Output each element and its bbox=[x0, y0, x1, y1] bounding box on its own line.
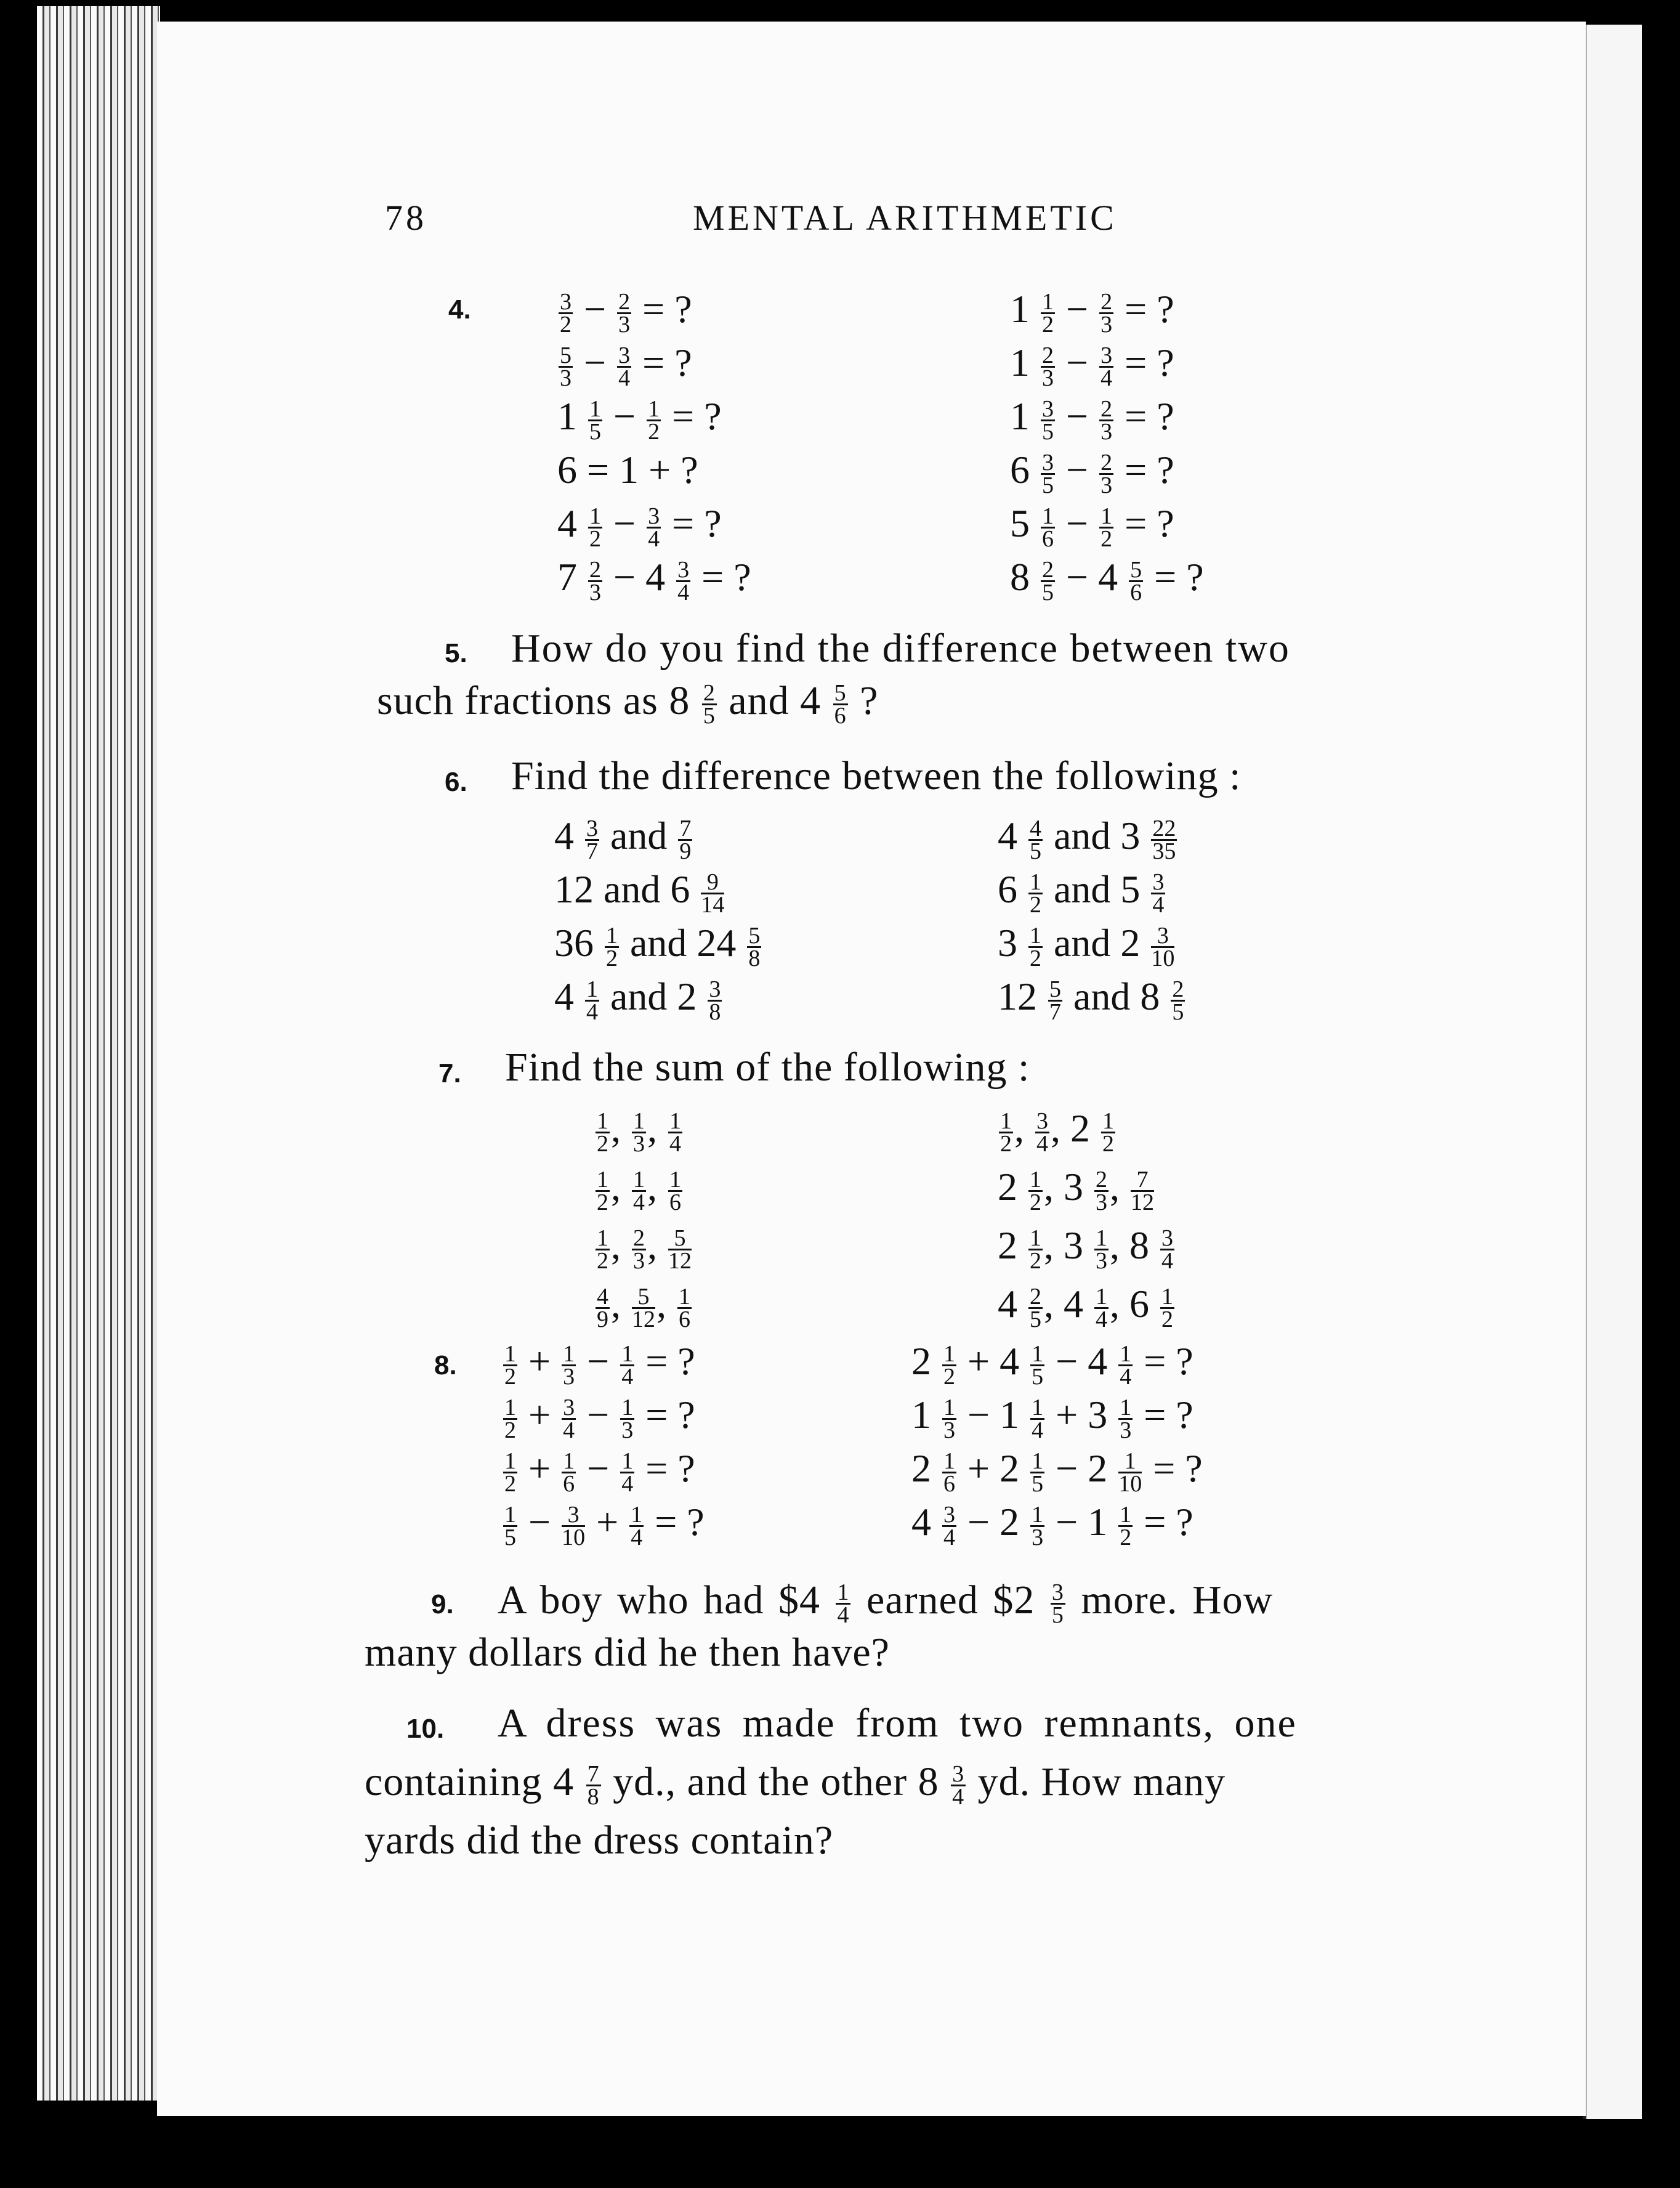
problem-9-line1: A boy who had $4 $\frac{1}{4}$ earned $2 $\frac{3}{5}$ more. How bbox=[498, 1578, 1274, 1629]
fraction: $\frac{1}{5}$ bbox=[1032, 1340, 1044, 1390]
fraction: $\frac{3}{5}$ bbox=[1051, 1579, 1064, 1629]
problem-4-right-item-1: 1 $\frac{1}{2}$ − $\frac{2}{3}$ = ? bbox=[1010, 287, 1174, 338]
fraction: $\frac{5}{8}$ bbox=[748, 922, 761, 971]
problem-6-left-item-3: 36 $\frac{1}{2}$ and 24 $\frac{5}{8}$ bbox=[554, 921, 761, 971]
fraction: $\frac{1}{6}$ bbox=[563, 1448, 575, 1497]
fraction: $\frac{7}{12}$ bbox=[1131, 1166, 1154, 1215]
problem-4-left-item-2: $\frac{5}{3}$ − $\frac{3}{4}$ = ? bbox=[560, 341, 692, 391]
fraction: $\frac{1}{2}$ bbox=[1030, 869, 1041, 918]
fraction: $\frac{3}{7}$ bbox=[586, 815, 598, 864]
fraction: $\frac{1}{2}$ bbox=[504, 1340, 516, 1390]
fraction: $\frac{5}{12}$ bbox=[632, 1283, 655, 1332]
fraction: $\frac{1}{4}$ bbox=[1096, 1283, 1107, 1332]
page-title: MENTAL ARITHMETIC bbox=[693, 198, 1117, 238]
fraction: $\frac{7}{8}$ bbox=[587, 1761, 600, 1810]
fraction: $\frac{3}{4}$ bbox=[943, 1501, 955, 1550]
fraction: $\frac{3}{4}$ bbox=[952, 1761, 965, 1810]
fraction: $\frac{1}{2}$ bbox=[1100, 503, 1113, 552]
problem-8-number: 8. bbox=[434, 1350, 457, 1380]
fraction: $\frac{4}{9}$ bbox=[597, 1283, 608, 1332]
fraction: $\frac{3}{10}$ bbox=[562, 1501, 586, 1550]
problem-7-right-item-2: 2 $\frac{1}{2}$ , 3 $\frac{2}{3}$ , $\frac{7}{12}$ bbox=[998, 1165, 1154, 1215]
fraction: $\frac{1}{2}$ bbox=[504, 1448, 516, 1497]
fraction: $\frac{3}{5}$ bbox=[1042, 395, 1054, 445]
fraction: $\frac{9}{14}$ bbox=[701, 869, 725, 918]
problem-8-right-item-3: 2 $\frac{1}{6}$ + 2 $\frac{1}{5}$ − 2 $\frac{1}{10}$ = ? bbox=[911, 1446, 1203, 1497]
problem-8-right-item-4: 4 $\frac{3}{4}$ − 2 $\frac{1}{3}$ − 1 $\frac{1}{2}$ = ? bbox=[911, 1500, 1193, 1550]
fraction: $\frac{1}{3}$ bbox=[633, 1108, 645, 1157]
fraction: $\frac{1}{5}$ bbox=[1032, 1448, 1044, 1497]
fraction: $\frac{1}{4}$ bbox=[621, 1448, 634, 1497]
problem-4-left-item-3: 1 $\frac{1}{5}$ − $\frac{1}{2}$ = ? bbox=[557, 394, 722, 445]
problem-4-left-item-4: 6 = 1 + ? bbox=[557, 448, 698, 492]
fraction: $\frac{7}{9}$ bbox=[679, 815, 692, 864]
fraction: $\frac{22}{35}$ bbox=[1152, 815, 1176, 864]
problem-8-left-item-2: $\frac{1}{2}$ + $\frac{3}{4}$ − $\frac{1}{3}$ = ? bbox=[504, 1393, 695, 1443]
problem-7-left-item-4: $\frac{4}{9}$ , $\frac{5}{12}$ , $\frac{1}{6}$ bbox=[597, 1282, 690, 1332]
fraction: $\frac{2}{5}$ bbox=[1030, 1283, 1041, 1332]
fraction: $\frac{1}{6}$ bbox=[679, 1283, 690, 1332]
problem-5-line2: such fractions as 8 $\frac{2}{5}$ and 4 $\frac{5}{6}$ ? bbox=[377, 678, 879, 729]
fraction: $\frac{1}{10}$ bbox=[1118, 1448, 1142, 1497]
fraction: $\frac{2}{3}$ bbox=[618, 288, 631, 338]
fraction: $\frac{3}{2}$ bbox=[560, 288, 571, 338]
fraction: $\frac{1}{6}$ bbox=[669, 1166, 681, 1215]
problem-8-left-item-4: $\frac{1}{5}$ − $\frac{3}{10}$ + $\frac{1}{4}$ = ? bbox=[504, 1500, 705, 1550]
problem-7-left-item-1: $\frac{1}{2}$ , $\frac{1}{3}$ , $\frac{1}{4}$ bbox=[597, 1106, 681, 1157]
fraction: $\frac{2}{3}$ bbox=[1096, 1166, 1107, 1215]
fraction: $\frac{1}{4}$ bbox=[1032, 1394, 1044, 1443]
fraction: $\frac{1}{2}$ bbox=[589, 503, 601, 552]
fraction: $\frac{1}{3}$ bbox=[943, 1394, 955, 1443]
fraction: $\frac{3}{10}$ bbox=[1151, 922, 1175, 971]
fraction: $\frac{5}{6}$ bbox=[834, 680, 847, 729]
fraction: $\frac{1}{3}$ bbox=[1096, 1225, 1107, 1274]
fraction: $\frac{1}{5}$ bbox=[504, 1501, 516, 1550]
problem-7-right-item-1: $\frac{1}{2}$ , $\frac{3}{4}$ , 2 $\frac{1}{2}$ bbox=[1000, 1106, 1114, 1157]
problem-4-right-item-6: 8 $\frac{2}{5}$ − 4 $\frac{5}{6}$ = ? bbox=[1010, 555, 1204, 606]
problem-8-left-item-3: $\frac{1}{2}$ + $\frac{1}{6}$ − $\frac{1}{4}$ = ? bbox=[504, 1446, 695, 1497]
problem-6-left-item-4: 4 $\frac{1}{4}$ and 2 $\frac{3}{8}$ bbox=[554, 974, 721, 1025]
problem-9-number: 9. bbox=[431, 1589, 454, 1619]
fraction: $\frac{1}{2}$ bbox=[597, 1166, 608, 1215]
problem-7-prompt: Find the sum of the following : bbox=[505, 1045, 1030, 1090]
problem-6-left-item-1: 4 $\frac{3}{7}$ and $\frac{7}{9}$ bbox=[554, 814, 692, 864]
problem-8-right-item-1: 2 $\frac{1}{2}$ + 4 $\frac{1}{5}$ − 4 $\frac{1}{4}$ = ? bbox=[911, 1339, 1193, 1390]
fraction: $\frac{1}{4}$ bbox=[669, 1108, 681, 1157]
problem-4-right-item-4: 6 $\frac{3}{5}$ − $\frac{2}{3}$ = ? bbox=[1010, 448, 1174, 498]
problem-4-left-item-1: $\frac{3}{2}$ − $\frac{2}{3}$ = ? bbox=[560, 287, 692, 338]
fraction: $\frac{3}{8}$ bbox=[709, 976, 721, 1025]
problem-7-number: 7. bbox=[438, 1058, 461, 1088]
fraction: $\frac{5}{12}$ bbox=[668, 1225, 692, 1274]
problem-10-line2: containing 4 $\frac{7}{8}$ yd., and the other 8 $\frac{3}{4}$ yd. How many bbox=[365, 1759, 1226, 1810]
fraction: $\frac{1}{3}$ bbox=[1120, 1394, 1132, 1443]
problem-10-line1: A dress was made from two remnants, one bbox=[498, 1701, 1297, 1746]
fraction: $\frac{2}{3}$ bbox=[589, 556, 601, 606]
problem-4-right-item-5: 5 $\frac{1}{6}$ − $\frac{1}{2}$ = ? bbox=[1010, 501, 1174, 552]
fraction: $\frac{3}{5}$ bbox=[1042, 449, 1054, 498]
facing-page-edge bbox=[1583, 25, 1642, 2119]
fraction: $\frac{1}{6}$ bbox=[1042, 503, 1054, 552]
fraction: $\frac{3}{4}$ bbox=[1161, 1225, 1173, 1274]
fraction: $\frac{5}{3}$ bbox=[560, 342, 571, 391]
problem-6-right-item-2: 6 $\frac{1}{2}$ and 5 $\frac{3}{4}$ bbox=[998, 867, 1165, 918]
fraction: $\frac{1}{2}$ bbox=[1161, 1283, 1173, 1332]
problem-10-number: 10. bbox=[406, 1714, 445, 1744]
fraction: $\frac{2}{3}$ bbox=[633, 1225, 645, 1274]
problem-7-left-item-2: $\frac{1}{2}$ , $\frac{1}{4}$ , $\frac{1}{6}$ bbox=[597, 1165, 681, 1215]
fraction: $\frac{1}{2}$ bbox=[1030, 1225, 1041, 1274]
fraction: $\frac{1}{2}$ bbox=[1030, 1166, 1041, 1215]
problem-4-right-item-2: 1 $\frac{2}{3}$ − $\frac{3}{4}$ = ? bbox=[1010, 341, 1174, 391]
problem-6-right-item-4: 12 $\frac{5}{7}$ and 8 $\frac{2}{5}$ bbox=[998, 974, 1184, 1025]
fraction: $\frac{1}{4}$ bbox=[621, 1340, 634, 1390]
problem-7-right-item-4: 4 $\frac{2}{5}$ , 4 $\frac{1}{4}$ , 6 $\frac{1}{2}$ bbox=[998, 1282, 1173, 1332]
page-number: 78 bbox=[385, 198, 427, 238]
fraction: $\frac{2}{5}$ bbox=[1042, 556, 1054, 606]
fraction: $\frac{1}{2}$ bbox=[504, 1394, 516, 1443]
problem-7-right-item-3: 2 $\frac{1}{2}$ , 3 $\frac{1}{3}$ , 8 $\frac{3}{4}$ bbox=[998, 1223, 1173, 1274]
problem-4-left-item-5: 4 $\frac{1}{2}$ − $\frac{3}{4}$ = ? bbox=[557, 501, 722, 552]
book-page-edges bbox=[37, 6, 160, 2101]
fraction: $\frac{1}{4}$ bbox=[837, 1579, 850, 1629]
fraction: $\frac{1}{2}$ bbox=[1102, 1108, 1114, 1157]
fraction: $\frac{1}{2}$ bbox=[597, 1225, 608, 1274]
fraction: $\frac{3}{4}$ bbox=[1036, 1108, 1048, 1157]
fraction: $\frac{1}{4}$ bbox=[586, 976, 598, 1025]
fraction: $\frac{1}{2}$ bbox=[1000, 1108, 1012, 1157]
fraction: $\frac{1}{2}$ bbox=[606, 922, 618, 971]
fraction: $\frac{4}{5}$ bbox=[1030, 815, 1041, 864]
fraction: $\frac{1}{2}$ bbox=[1042, 288, 1054, 338]
problem-7-left-item-3: $\frac{1}{2}$ , $\frac{2}{3}$ , $\frac{5}{12}$ bbox=[597, 1223, 692, 1274]
fraction: $\frac{1}{3}$ bbox=[563, 1340, 575, 1390]
fraction: $\frac{1}{2}$ bbox=[648, 395, 660, 445]
fraction: $\frac{3}{4}$ bbox=[1152, 869, 1165, 918]
fraction: $\frac{5}{6}$ bbox=[1130, 556, 1142, 606]
fraction: $\frac{1}{2}$ bbox=[1120, 1501, 1132, 1550]
fraction: $\frac{1}{3}$ bbox=[621, 1394, 634, 1443]
fraction: $\frac{2}{5}$ bbox=[1172, 976, 1184, 1025]
problem-9-line2: many dollars did he then have? bbox=[365, 1630, 890, 1675]
fraction: $\frac{1}{5}$ bbox=[589, 395, 601, 445]
fraction: $\frac{3}{4}$ bbox=[648, 503, 660, 552]
fraction: $\frac{2}{3}$ bbox=[1100, 449, 1113, 498]
fraction: $\frac{1}{6}$ bbox=[943, 1448, 955, 1497]
fraction: $\frac{1}{4}$ bbox=[1120, 1340, 1132, 1390]
problem-10-line3: yards did the dress contain? bbox=[365, 1818, 834, 1863]
problem-8-left-item-1: $\frac{1}{2}$ + $\frac{1}{3}$ − $\frac{1}{4}$ = ? bbox=[504, 1339, 695, 1390]
problem-5-number: 5. bbox=[445, 638, 467, 668]
fraction: $\frac{1}{2}$ bbox=[597, 1108, 608, 1157]
problem-6-number: 6. bbox=[445, 767, 467, 797]
problem-4-left-item-6: 7 $\frac{2}{3}$ − 4 $\frac{3}{4}$ = ? bbox=[557, 555, 751, 606]
problem-6-right-item-1: 4 $\frac{4}{5}$ and 3 $\frac{22}{35}$ bbox=[998, 814, 1176, 864]
problem-6-prompt: Find the difference between the following : bbox=[511, 753, 1242, 798]
problem-4-right-item-3: 1 $\frac{3}{5}$ − $\frac{2}{3}$ = ? bbox=[1010, 394, 1174, 445]
fraction: $\frac{1}{2}$ bbox=[943, 1340, 955, 1390]
fraction: $\frac{3}{4}$ bbox=[1100, 342, 1113, 391]
problem-8-right-item-2: 1 $\frac{1}{3}$ − 1 $\frac{1}{4}$ + 3 $\frac{1}{3}$ = ? bbox=[911, 1393, 1193, 1443]
problem-4-number: 4. bbox=[448, 294, 471, 325]
fraction: $\frac{1}{4}$ bbox=[633, 1166, 645, 1215]
fraction: $\frac{1}{4}$ bbox=[631, 1501, 643, 1550]
fraction: $\frac{2}{3}$ bbox=[1042, 342, 1054, 391]
fraction: $\frac{1}{3}$ bbox=[1032, 1501, 1044, 1550]
fraction: $\frac{2}{3}$ bbox=[1100, 288, 1113, 338]
problem-6-left-item-2: 12 and 6 $\frac{9}{14}$ bbox=[554, 867, 725, 918]
fraction: $\frac{5}{7}$ bbox=[1049, 976, 1061, 1025]
fraction: $\frac{1}{2}$ bbox=[1030, 922, 1041, 971]
problem-6-right-item-3: 3 $\frac{1}{2}$ and 2 $\frac{3}{10}$ bbox=[998, 921, 1175, 971]
fraction: $\frac{2}{3}$ bbox=[1100, 395, 1113, 445]
fraction: $\frac{3}{4}$ bbox=[677, 556, 690, 606]
fraction: $\frac{3}{4}$ bbox=[563, 1394, 575, 1443]
fraction: $\frac{3}{4}$ bbox=[618, 342, 631, 391]
fraction: $\frac{2}{5}$ bbox=[703, 680, 716, 729]
problem-5-line1: How do you find the difference between two bbox=[511, 626, 1290, 671]
